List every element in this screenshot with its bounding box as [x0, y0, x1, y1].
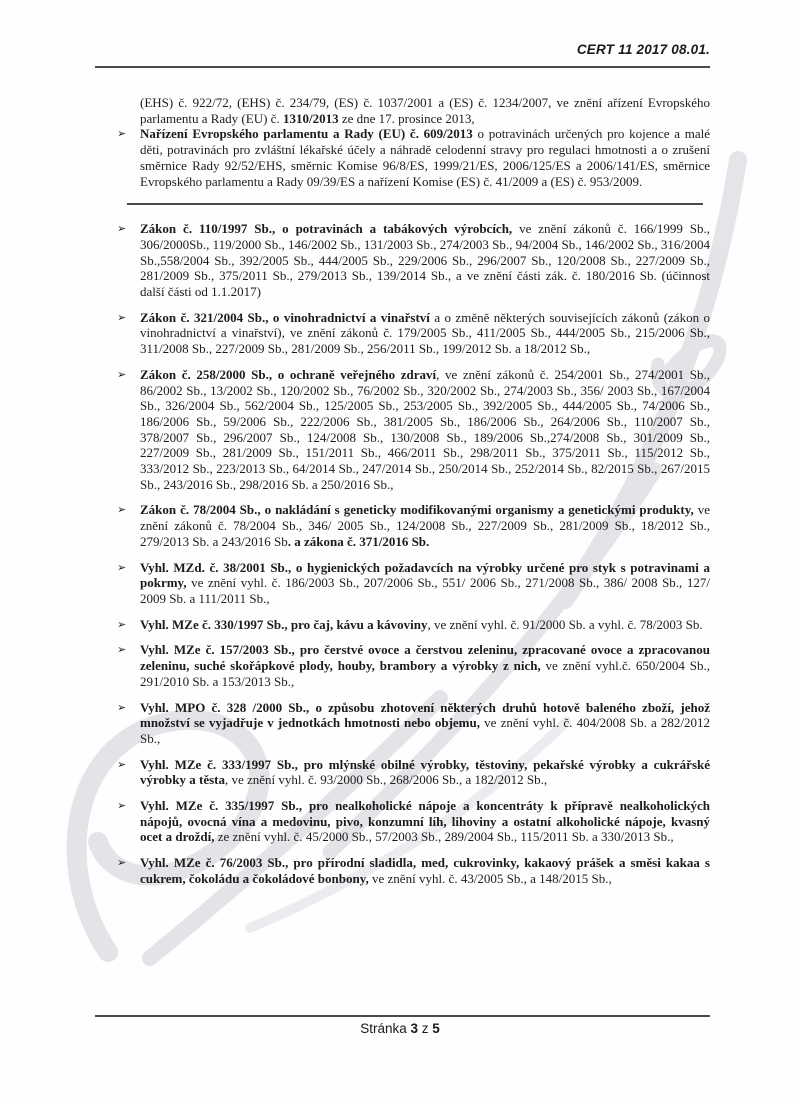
page-number	[0, 1021, 800, 1036]
page-number-separator: z	[418, 1021, 433, 1036]
bullet-arrow-icon: ➢	[117, 644, 127, 657]
bullet-arrow-icon: ➢	[117, 311, 127, 324]
law-item-tail: . a zákona č. 371/2016 Sb.	[287, 533, 430, 549]
bullet-arrow-icon: ➢	[117, 857, 127, 870]
page-number-prefix: Stránka	[360, 1021, 411, 1036]
law-item-body: a o změně některých souvisejících zákonů (zákon o vinohradnictví a vinařství), ve znění zákonů č. 179/2005 Sb., 411/2005 Sb., 444/2005 Sb., 215/2006 Sb., 311/2008 Sb., 227/2009 Sb., 281/2009 Sb., 256/2011 Sb., 199/2012 Sb. a 18/2012 Sb.,	[140, 309, 710, 357]
law-item-title: Zákon č. 258/2000 Sb., o ochraně veřejného zdraví	[140, 366, 437, 382]
bullet-arrow-icon: ➢	[117, 128, 127, 141]
law-item-4	[117, 502, 710, 549]
law-item-1	[117, 221, 710, 300]
law-item-title: Vyhl. MZe č. 76/2003 Sb., pro přírodní sladidla, med, cukrovinky, kakaový prášek a směsi kakaa s cukrem, čokoládu a čokoládové bonbony,	[140, 855, 710, 886]
regulation-title: Nařízení Evropského parlamentu a Rady (EU) č. 609/2013	[140, 126, 473, 142]
law-item-title: Vyhl. MZe č. 333/1997 Sb., pro mlýnské obilné výrobky, těstoviny, pekařské výrobky a cukrářské výrobky a těsta	[140, 756, 710, 788]
law-item-title: Vyhl. MZe č. 330/1997 Sb., pro čaj, kávu a kávoviny	[140, 616, 428, 632]
page-number-total: 5	[432, 1021, 440, 1036]
intro-paragraph	[140, 95, 710, 126]
document-content	[117, 95, 711, 897]
regulation-item	[117, 126, 710, 189]
law-item-11	[117, 855, 710, 886]
bullet-arrow-icon: ➢	[117, 368, 127, 381]
law-item-10	[117, 798, 710, 845]
law-item-5	[117, 559, 710, 607]
law-item-body: ve znění vyhl. č. 43/2005 Sb., a 148/2015 Sb.,	[368, 870, 612, 886]
law-item-body: ve znění zákonů č. 166/1999 Sb., 306/2000Sb., 119/2000 Sb., 146/2002 Sb., 131/2003 Sb., 274/2003 Sb., 94/2004 Sb., 146/2002 Sb., 316/2004 Sb.,558/2004 Sb., 392/2005 Sb., 444/2005 Sb., 229/2006 Sb., 296/2007 Sb., 120/2008 Sb., 227/2009 Sb., 281/2009 Sb., 375/2011 Sb., 279/2013 Sb., 139/2014 Sb., a ve znění části zák. č. 180/2016 Sb. (účinnost další části od 1.1.2017)	[140, 221, 710, 300]
law-item-8	[117, 699, 711, 747]
intro-post: ze dne 17. prosince 2013,	[338, 110, 475, 126]
header-rule	[95, 66, 710, 68]
intro-pre: (EHS) č. 922/72, (EHS) č. 234/79, (ES) č. 1037/2001 a (ES) č. 1234/2007, ve znění ařízení Evropského parlamentu a Rady (EU) č.	[140, 95, 710, 126]
law-item-title: Vyhl. MZe č. 335/1997 Sb., pro nealkoholické nápoje a koncentráty k přípravě nealkoholických nápojů, ovocná vína a medovinu, pivo, konzumní líh, lihoviny a ostatní alkoholické nápoje, kvasný ocet a droždí,	[140, 798, 710, 845]
law-item-title: Vyhl. MPO č. 328 /2000 Sb., o způsobu zhotovení některých druhů hotově baleného zboží, jehož množství se vyjadřuje v jednotkách hmotnosti nebo objemu,	[140, 699, 710, 731]
law-item-body: ve znění vyhl. č. 186/2003 Sb., 207/2006 Sb., 551/ 2006 Sb., 271/2008 Sb., 386/ 2008 Sb., 127/ 2009 Sb. a 111/2011 Sb.,	[140, 575, 710, 606]
bullet-arrow-icon: ➢	[117, 504, 127, 517]
law-item-body: ze znění vyhl. č. 45/2000 Sb., 57/2003 Sb., 289/2004 Sb., 115/2011 Sb. a 330/2013 Sb.,	[214, 829, 674, 845]
bullet-arrow-icon: ➢	[117, 701, 127, 714]
header-reference: CERT 11 2017 08.01.	[576, 42, 710, 57]
law-item-body: ve znění zákonů č. 78/2004 Sb., 346/ 2005 Sb., 124/2008 Sb., 227/2009 Sb., 281/2009 Sb., 18/2012 Sb., 279/2013 Sb. a 243/2016 Sb	[140, 502, 710, 549]
law-item-body: ve znění vyhl. č. 404/2008 Sb. a 282/2012 Sb.,	[140, 715, 711, 746]
law-item-title: Zákon č. 321/2004 Sb., o vinohradnictví a vinařství	[140, 309, 430, 325]
section-divider	[127, 203, 703, 205]
law-item-7	[117, 642, 710, 689]
law-item-body: ve znění vyhl.č. 650/2004 Sb., 291/2010 Sb. a 153/2013 Sb.,	[140, 658, 710, 689]
page-number-current: 3	[410, 1021, 418, 1036]
law-item-3	[117, 366, 710, 493]
law-item-title: Vyhl. MZd. č. 38/2001 Sb., o hygienických požadavcích na výrobky určené pro styk s potravinami a pokrmy,	[140, 559, 710, 591]
footer-rule	[95, 1015, 710, 1017]
bullet-arrow-icon: ➢	[117, 800, 127, 813]
law-item-body: , ve znění vyhl. č. 91/2000 Sb. a vyhl. č. 78/2003 Sb.	[427, 616, 703, 632]
regulation-body: o potravinách určených pro kojence a malé děti, potravinách pro zvláštní lékařské účely a náhradě celodenní stravy pro regulaci hmotnosti a o zrušení směrnice Rady 92/52/EHS, směrnic Komise 96/8/ES, 1999/21/ES, 2006/125/ES a 2006/141/ES, směrnice Evropského parlamentu a Rady 09/39/ES a nařízení Komise (ES) č. 41/2009 a (ES) č. 953/2009.	[140, 126, 710, 189]
bullet-arrow-icon: ➢	[117, 618, 127, 631]
law-item-title: Vyhl. MZe č. 157/2003 Sb., pro čerstvé ovoce a čerstvou zeleninu, zpracované ovoce a zpracovanou zeleninu, suché skořápkové plody, houby, brambory a výrobky z nich,	[140, 642, 710, 674]
bullet-arrow-icon: ➢	[117, 758, 127, 771]
intro-bold: 1310/2013	[282, 110, 339, 126]
law-item-2	[117, 309, 710, 357]
law-item-9	[117, 756, 710, 788]
law-item-body: , ve znění vyhl. č. 93/2000 Sb., 268/2006 Sb., a 182/2012 Sb.,	[224, 772, 548, 788]
law-item-body: , ve znění zákonů č. 254/2001 Sb., 274/2001 Sb., 86/2002 Sb., 13/2002 Sb., 120/2002 Sb., 76/2002 Sb., 320/2002 Sb., 274/2003 Sb., 356/ 2003 Sb., 167/2004 Sb., 326/2004 Sb., 562/2004 Sb., 125/2005 Sb., 253/2005 Sb., 392/2005 Sb., 444/2005 Sb., 74/2006 Sb., 186/2006 Sb., 59/2006 Sb., 222/2006 Sb., 381/2005 Sb., 186/2006 Sb., 264/2006 Sb., 110/2007 Sb., 378/2007 Sb., 296/2007 Sb., 124/2008 Sb., 130/2008 Sb., 189/2006 Sb.,274/2008 Sb., 301/2009 Sb., 227/2009 Sb., 281/2009 Sb., 151/2011 Sb., 466/2011 Sb., 298/2011 Sb., 375/2011 Sb., 115/2012 Sb., 333/2012 Sb., 223/2013 Sb., 64/2014 Sb., 247/2014 Sb., 250/2014 Sb., 252/2014 Sb., 82/2015 Sb., 267/2015 Sb., 243/2016 Sb., 298/2016 Sb. a 250/2016 Sb.,	[140, 366, 710, 492]
law-item-6	[117, 616, 710, 633]
law-item-title: Zákon č. 110/1997 Sb., o potravinách a tabákových výrobcích,	[140, 221, 513, 237]
bullet-arrow-icon: ➢	[117, 223, 127, 236]
law-item-title: Zákon č. 78/2004 Sb., o nakládání s geneticky modifikovanými organismy a genetickými produkty,	[140, 502, 694, 518]
bullet-arrow-icon: ➢	[117, 561, 127, 574]
